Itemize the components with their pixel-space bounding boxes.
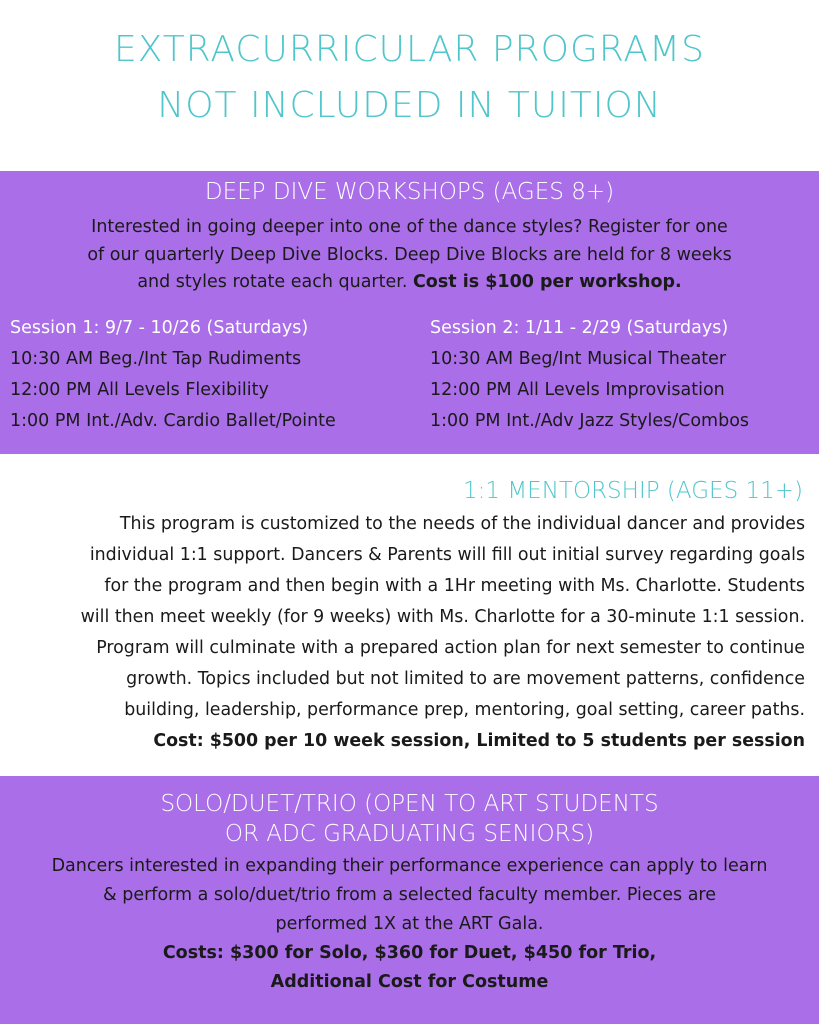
mentorship-line: This program is customized to the needs of the individual dancer and provides — [119, 514, 805, 534]
session-2-class: 1:00 PM Int./Adv Jazz Styles/Combos — [430, 411, 750, 431]
mentorship-heading: 1:1 MENTORSHIP (AGES 11+) — [463, 478, 803, 504]
solo-cost-line-2: Additional Cost for Costume — [270, 972, 549, 992]
session-1-column — [10, 313, 420, 437]
deep-dive-section — [0, 171, 819, 454]
deep-dive-desc-line: Interested in going deeper into one of the dance styles? Register for one — [91, 217, 728, 237]
mentorship-line: will then meet weekly (for 9 weeks) with Ms. Charlotte for a 30-minute 1:1 session. — [80, 607, 805, 627]
mentorship-description — [0, 509, 819, 726]
mentorship-line: for the program and then begin with a 1Hr meeting with Ms. Charlotte. Students — [104, 576, 805, 596]
deep-dive-cost: Cost is $100 per workshop. — [412, 272, 682, 292]
mentorship-line: growth. Topics included but not limited to are movement patterns, confidence — [126, 669, 805, 689]
solo-description — [0, 852, 819, 997]
session-1-class: 12:00 PM All Levels Flexibility — [10, 380, 269, 400]
session-2-column — [430, 313, 810, 437]
session-1-label: Session 1: 9/7 - 10/26 (Saturdays) — [10, 318, 309, 338]
mentorship-line: building, leadership, performance prep, mentoring, goal setting, career paths. — [124, 700, 805, 720]
solo-heading-line-2: OR ADC GRADUATING SENIORS) — [224, 821, 595, 847]
page-title — [0, 22, 819, 134]
session-2-class: 10:30 AM Beg/Int Musical Theater — [430, 349, 727, 369]
solo-line: & perform a solo/duet/trio from a selected faculty member. Pieces are — [103, 885, 716, 905]
mentorship-line: individual 1:1 support. Dancers & Parents will fill out initial survey regarding goals — [89, 545, 805, 565]
deep-dive-desc-line: of our quarterly Deep Dive Blocks. Deep Dive Blocks are held for 8 weeks — [87, 244, 732, 265]
solo-cost-line-1: Costs: $300 for Solo, $360 for Duet, $450 for Trio, — [162, 943, 657, 963]
page-title-line-2: NOT INCLUDED IN TUITION — [157, 85, 662, 126]
session-1-class: 1:00 PM Int./Adv. Cardio Ballet/Pointe — [10, 411, 336, 431]
deep-dive-description — [0, 214, 819, 297]
mentorship-cost: Cost: $500 per 10 week session, Limited to 5 students per session — [153, 731, 805, 751]
solo-heading-line-1: SOLO/DUET/TRIO (OPEN TO ART STUDENTS — [160, 791, 659, 817]
deep-dive-desc-text: and styles rotate each quarter. — [137, 272, 413, 292]
solo-duet-trio-section — [0, 776, 819, 1024]
deep-dive-desc-line — [0, 269, 819, 297]
session-2-class: 12:00 PM All Levels Improvisation — [430, 380, 725, 400]
solo-line: Dancers interested in expanding their performance experience can apply to learn — [51, 856, 768, 876]
page-title-line-1: EXTRACURRICULAR PROGRAMS — [114, 29, 705, 70]
solo-line: performed 1X at the ART Gala. — [275, 914, 544, 934]
mentorship-line: Program will culminate with a prepared action plan for next semester to continue — [96, 638, 805, 658]
session-1-class: 10:30 AM Beg./Int Tap Rudiments — [10, 349, 302, 369]
mentorship-section — [0, 476, 819, 756]
session-2-label: Session 2: 1/11 - 2/29 (Saturdays) — [430, 318, 729, 338]
deep-dive-heading: DEEP DIVE WORKSHOPS (AGES 8+) — [204, 179, 615, 205]
deep-dive-sessions — [10, 313, 810, 437]
solo-heading — [0, 789, 819, 849]
